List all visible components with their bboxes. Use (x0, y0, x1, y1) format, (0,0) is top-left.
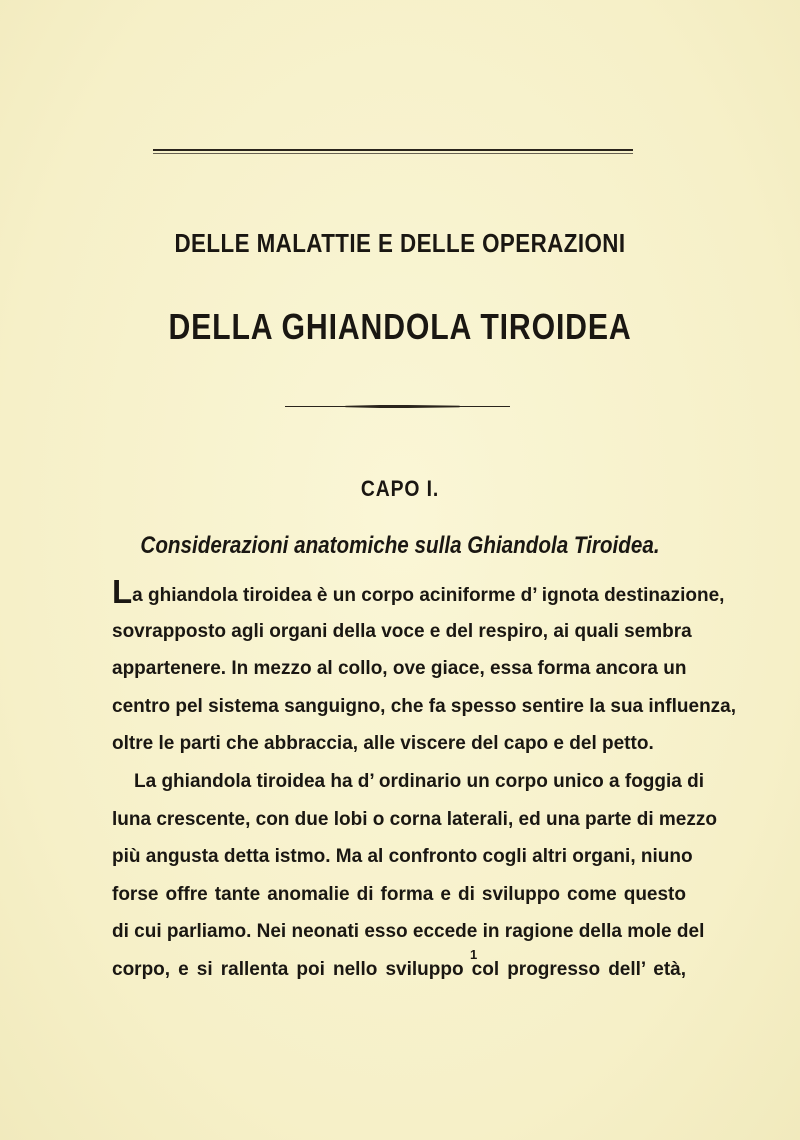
drop-cap: L (112, 573, 133, 610)
body-line: forse offre tante anomalie di forma e di sviluppo come questo (112, 883, 686, 905)
body-paragraphs (112, 573, 737, 989)
title-line-2: DELLA GHIANDOLA TIROIDEA (168, 306, 632, 347)
body-line: più angusta detta istmo. Ma al confronto cogli altri organi, niuno (112, 846, 693, 868)
body-line: La ghiandola tiroidea ha d’ ordinario un corpo unico a foggia di (134, 770, 705, 792)
body-line: oltre le parti che abbraccia, alle viscere del capo e del petto. (112, 733, 654, 755)
body-line: sovrapposto agli organi della voce e del respiro, ai quali sembra (112, 620, 692, 642)
body-line-text: a ghiandola tiroidea è un corpo aciniforme d’ ignota destinazione, (132, 585, 725, 606)
chapter-subtitle: Considerazioni anatomiche sulla Ghiandola Tiroidea. (140, 532, 660, 559)
chapter-heading: CAPO I. (360, 476, 440, 501)
body-line: appartenere. In mezzo al collo, ove giace, essa forma ancora un (112, 658, 687, 680)
page-number: 1 (470, 947, 478, 962)
body-line: di cui parliamo. Nei neonati esso eccede in ragione della mole del (112, 921, 705, 943)
title-line-1: DELLE MALATTIE E DELLE OPERAZIONI (174, 228, 626, 258)
body-line: corpo, e si rallenta poi nello sviluppo col progresso dell’ età, (112, 958, 686, 980)
body-line: luna crescente, con due lobi o corna laterali, ed una parte di mezzo (112, 808, 717, 830)
section-divider-rule (285, 405, 510, 409)
body-line (112, 573, 725, 613)
body-line: centro pel sistema sanguigno, che fa spesso sentire la sua influenza, (112, 695, 737, 717)
top-ornamental-rule (153, 149, 633, 157)
